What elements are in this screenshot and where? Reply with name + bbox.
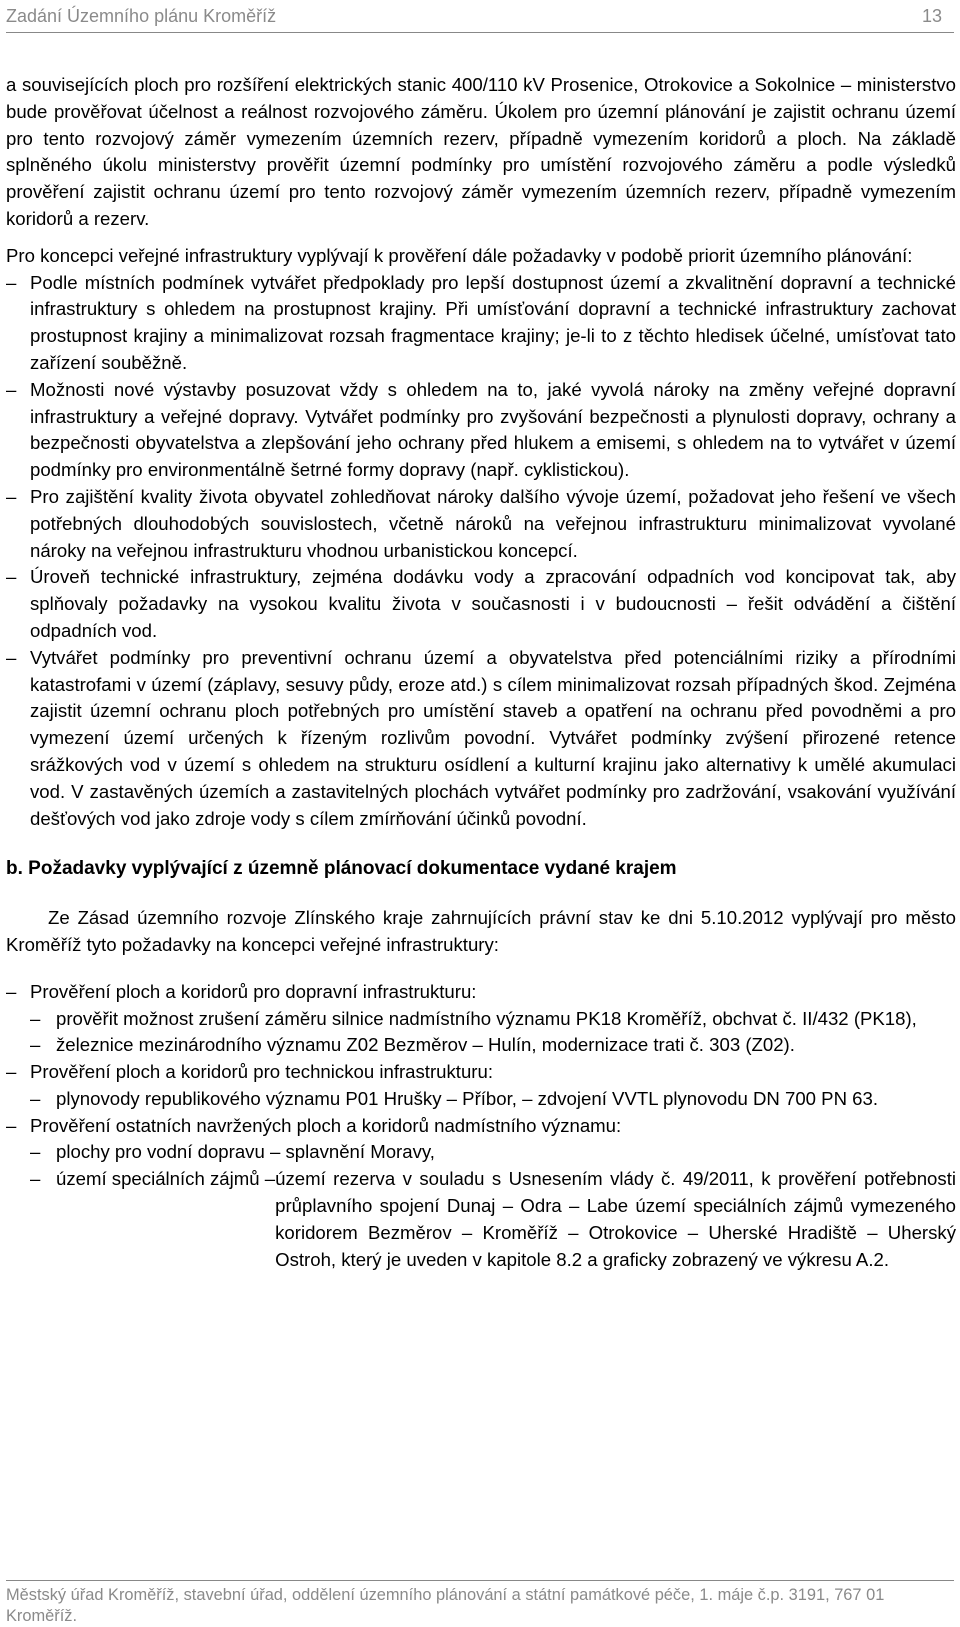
page-header [6,2,954,33]
sub-list-item [30,1166,956,1273]
page-number: 13 [921,6,942,26]
group-label: Prověření ploch a koridorů pro technickou infrastrukturu: [30,1061,494,1083]
sub-list-item: – prověřit možnost zrušení záměru silnice nadmístního významu PK18 Kroměříž, obchvat č. II/432 (PK18), [30,1006,956,1033]
section-heading: b. Požadavky vyplývající z územně plánovací dokumentace vydané krajem [6,858,677,880]
sub-list [30,1139,956,1273]
paragraph: Ze Zásad územního rozvoje Zlínského kraje zahrnujících právní stav ke dni 5.10.2012 vyplývají pro město Kroměříž tyto požadavky na koncepci veřejné infrastruktury: [6,907,956,955]
paragraph: a souvisejících ploch pro rozšíření elektrických stanic 400/110 kV Prosenice, Otrokovice a Sokolnice – ministerstvo bude prověřovat účelnost a reálnost rozvojového záměru. Úkolem pro územní plánování je zajistit ochranu území pro tento rozvojový záměr vymezením územních rezerv, případně vymezením koridorů a ploch. Na základě splněného úkolu ministerstvy prověřit územní podmínky pro umístění rozvojového záměru a podle výsledků prověření zajistit ochranu území pro tento rozvojový záměr vymezením územních rezerv, případně vymezením koridorů a rezerv. [6,74,956,229]
special-interest-label: – území speciálních zájmů – [56,1168,276,1190]
sub-list-item: – plochy pro vodní dopravu – splavnění Moravy, [30,1139,956,1166]
list-item [6,1059,956,1113]
group-label: Prověření ostatních navržených ploch a koridorů nadmístního významu: [30,1114,622,1136]
list-item: – Vytvářet podmínky pro preventivní ochranu území a obyvatelstva před potenciálními riziky a přírodními katastrofami v území (záplavy, sesuvy půdy, eroze atd.) s cílem minimalizovat rozsah případných škod. Zejména zajistit územní ochranu ploch potřebných pro umístění staveb a opatření na ochranu před povodněmi a pro vymezení území určených k řízeným rozlivům povodní. Vytvářet podmínky zvýšení přirozené retence srážkových vod v území s ohledem na strukturu osídlení a kulturní krajinu jako alternativy k umělé akumulaci vod. V zastavěných územích a zastavitelných plochách vytvářet podmínky pro zadržování, vsakování využívání dešťových vod jako zdroje vody s cílem zmírňování účinků povodní. [6,645,956,833]
group-label: Prověření ploch a koridorů pro dopravní infrastrukturu: [30,980,477,1002]
paragraph: Pro koncepci veřejné infrastruktury vyplývají k prověření dále požadavky v podobě priorit územního plánování: [6,244,913,266]
sub-list [30,1086,956,1113]
document-title: Zadání Územního plánu Kroměříž [6,6,277,26]
list-item: – Pro zajištění kvality života obyvatel zohledňovat nároky dalšího vývoje území, požadovat jeho řešení ve všech potřebných dlouhodobých souvislostech, včetně nároků na veřejnou infrastrukturu minimalizovat vyvolané nároky na veřejnou infrastrukturu vhodnou urbanistickou koncepcí. [6,484,956,564]
sub-list-item: – železnice mezinárodního významu Z02 Bezměrov – Hulín, modernizace trati č. 303 (Z02). [30,1032,956,1059]
special-interest-text: území rezerva v souladu s Usnesením vlády č. 49/2011, k prověření potřebnosti průplavního spojení Dunaj – Odra – Labe území speciálních zájmů vymezeného koridorem Bezměrov – Kroměříž – Otrokovice – Uherské Hradiště – Uherský Ostroh, který je uveden v kapitole 8.2 a graficky zobrazený ve výkresu A.2. [275,1168,956,1270]
priority-list [6,270,956,833]
list-item: – Možnosti nové výstavby posuzovat vždy s ohledem na to, jaké vyvolá nároky na změny veřejné dopravní infrastruktury a veřejné dopravy. Vytvářet podmínky pro zvyšování bezpečnosti a plynulosti dopravy, ochrany a bezpečnosti obyvatelstva a zlepšování jeho ochrany před hlukem a emisemi, s ohledem na to vytvářet v území podmínky pro environmentálně šetrné formy dopravy (např. cyklistickou). [6,377,956,484]
requirements-list [6,979,956,1274]
list-item [6,979,956,1059]
sub-list [30,1006,956,1060]
list-item: – Podle místních podmínek vytvářet předpoklady pro lepší dostupnost území a zkvalitnění dopravní a technické infrastruktury s ohledem na prostupnost krajiny. Při umísťování dopravní a technické infrastruktury zachovat prostupnost krajiny a minimalizovat rozsah fragmentace krajiny; je-li to z těchto hledisek účelné, umísťovat tato zařízení souběžně. [6,270,956,377]
sub-list-item: – plynovody republikového významu P01 Hrušky – Příbor, – zdvojení VVTL plynovodu DN 700 PN 63. [30,1086,956,1113]
list-item: – Úroveň technické infrastruktury, zejména dodávku vody a zpracování odpadních vod koncipovat tak, aby splňovaly požadavky na vysokou kvalitu života v současnosti i v budoucnosti – řešit odvádění a čištění odpadních vod. [6,564,956,644]
page-footer: Městský úřad Kroměříž, stavební úřad, oddělení územního plánování a státní památkové péče, 1. máje č.p. 3191, 767 01 Kroměříž. [6,1580,954,1627]
list-item [6,1113,956,1274]
document-body [6,72,956,1273]
